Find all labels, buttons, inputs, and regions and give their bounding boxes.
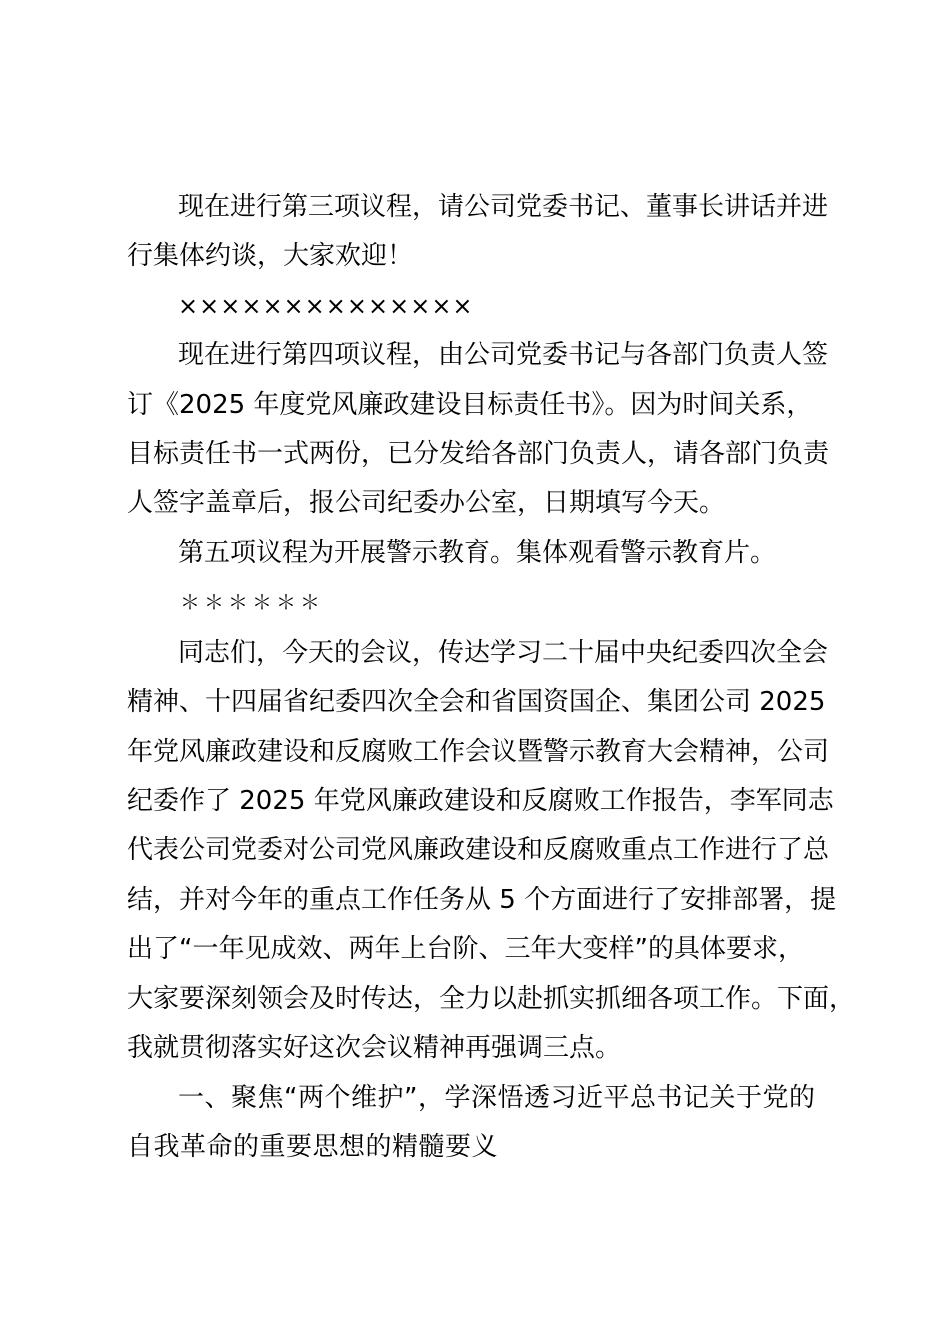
text-line: 年党风廉政建设和反腐败工作会议暨警示教育大会精神，公司	[127, 737, 830, 767]
text-line: 出了“一年见成效、两年上台阶、三年大变样”的具体要求，	[127, 934, 804, 964]
text-line: ＊＊＊＊＊＊	[180, 590, 324, 614]
text-line: 精神、十四届省纪委四次全会和省国资国企、集团公司 2025	[127, 687, 826, 717]
text-line: 代表公司党委对公司党风廉政建设和反腐败重点工作进行了总	[127, 835, 830, 865]
text-line: 结，并对今年的重点工作任务从 5 个方面进行了安排部署，提	[127, 885, 837, 915]
text-line: 订《2025 年度党风廉政建设目标责任书》。因为时间关系，	[127, 390, 813, 420]
text-line: 自我革命的重要思想的精髓要义	[127, 1132, 499, 1162]
text-line: 行集体约谈，大家欢迎！	[127, 241, 414, 271]
text-line: ××××××××××××××	[178, 292, 474, 320]
text-line: 一、聚焦“两个维护”，学深悟透习近平总书记关于党的	[178, 1083, 816, 1113]
text-line: 纪委作了 2025 年党风廉政建设和反腐败工作报告，李军同志	[127, 786, 834, 816]
text-line: 大家要深刻领会及时传达，全力以赴抓实抓细各项工作。下面，	[127, 984, 856, 1014]
text-line: 同志们，今天的会议，传达学习二十届中央纪委四次全会	[178, 638, 829, 668]
text-line: 我就贯彻落实好这次会议精神再强调三点。	[127, 1033, 622, 1063]
text-line: 现在进行第四项议程，由公司党委书记与各部门负责人签	[178, 340, 829, 370]
text-line: 第五项议程为开展警示教育。集体观看警示教育片。	[178, 538, 777, 568]
text-line: 现在进行第三项议程，请公司党委书记、董事长讲话并进	[178, 192, 829, 222]
text-line: 人签字盖章后，报公司纪委办公室，日期填写今天。	[127, 488, 726, 518]
text-line: 目标责任书一式两份，已分发给各部门负责人，请各部门负责	[127, 439, 830, 469]
